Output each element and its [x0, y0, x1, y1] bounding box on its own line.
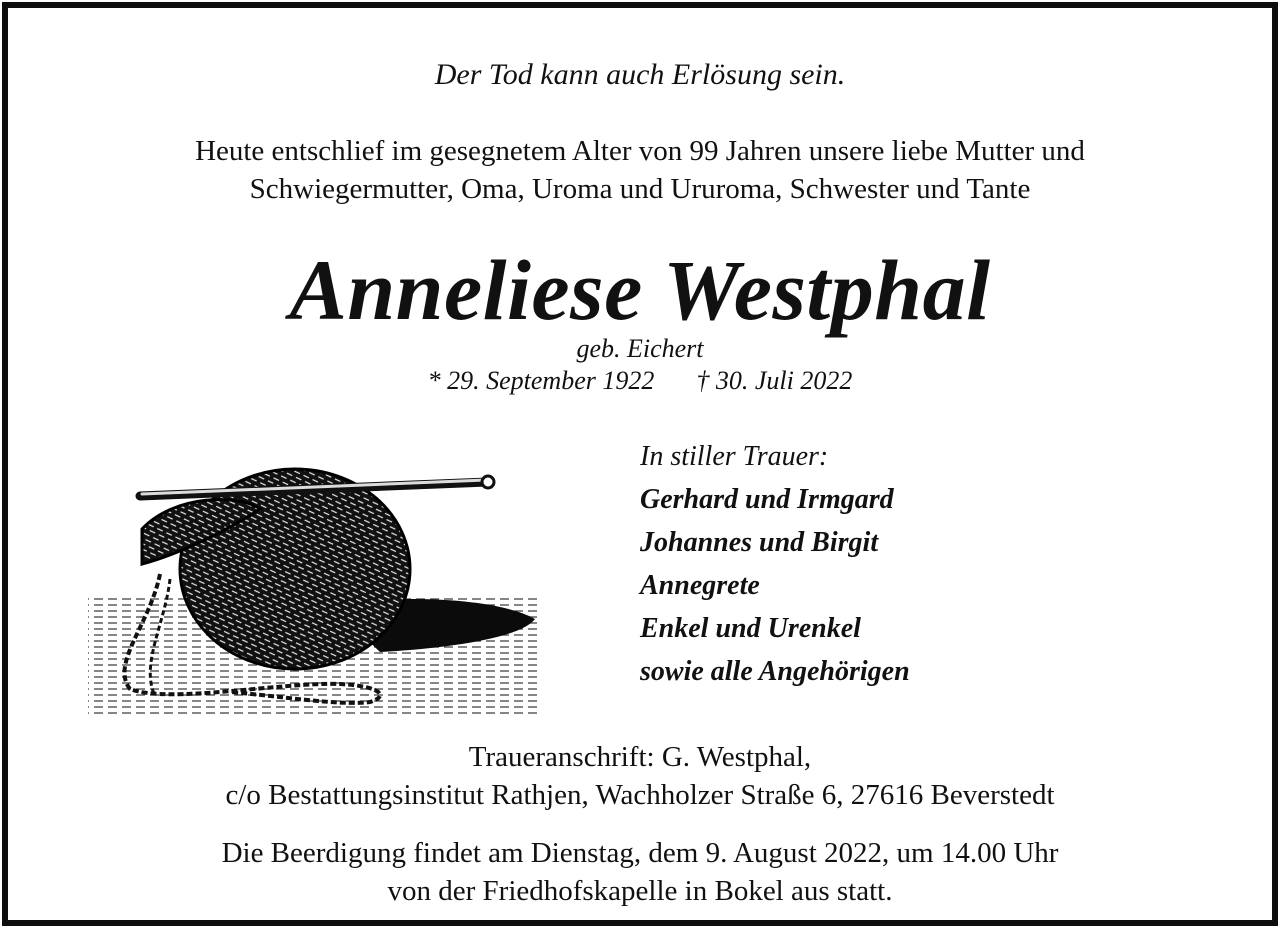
mourner-line: Annegrete	[640, 570, 760, 601]
intro-text	[8, 132, 1272, 208]
mourner-line: Enkel und Urenkel	[640, 613, 861, 644]
mourner-line: Johannes und Birgit	[640, 527, 879, 558]
funeral-info	[8, 834, 1272, 910]
mourning-address	[8, 738, 1272, 814]
address-line-1: Traueranschrift: G. Westphal,	[468, 741, 812, 773]
life-dates	[8, 366, 1272, 396]
funeral-line-2: von der Friedhofskapelle in Bokel aus statt.	[387, 875, 893, 907]
mourner-line: Gerhard und Irmgard	[640, 484, 894, 515]
funeral-line-1: Die Beerdigung findet am Dienstag, dem 9. August 2022, um 14.00 Uhr	[221, 837, 1059, 869]
obituary-notice	[2, 2, 1278, 926]
maiden-name: geb. Eichert	[576, 334, 704, 363]
mourners-heading: In stiller Trauer:	[640, 441, 829, 472]
intro-line-2: Schwiegermutter, Oma, Uroma und Ururoma, Schwester und Tante	[249, 173, 1031, 205]
address-line-2: c/o Bestattungsinstitut Rathjen, Wachholzer Straße 6, 27616 Beverstedt	[225, 779, 1055, 811]
mourner-line: sowie alle Angehörigen	[640, 656, 910, 687]
death-date: † 30. Juli 2022	[696, 366, 853, 395]
motto: Der Tod kann auch Erlösung sein.	[434, 58, 846, 91]
birth-date: * 29. September 1922	[427, 366, 655, 395]
intro-line-1: Heute entschlief im gesegnetem Alter von 99 Jahren unsere liebe Mutter und	[195, 135, 1085, 167]
yarn-ball-knitting-needle-icon	[80, 434, 550, 726]
mourners-block	[640, 436, 910, 693]
deceased-name: Anneliese Westphal	[289, 242, 991, 338]
